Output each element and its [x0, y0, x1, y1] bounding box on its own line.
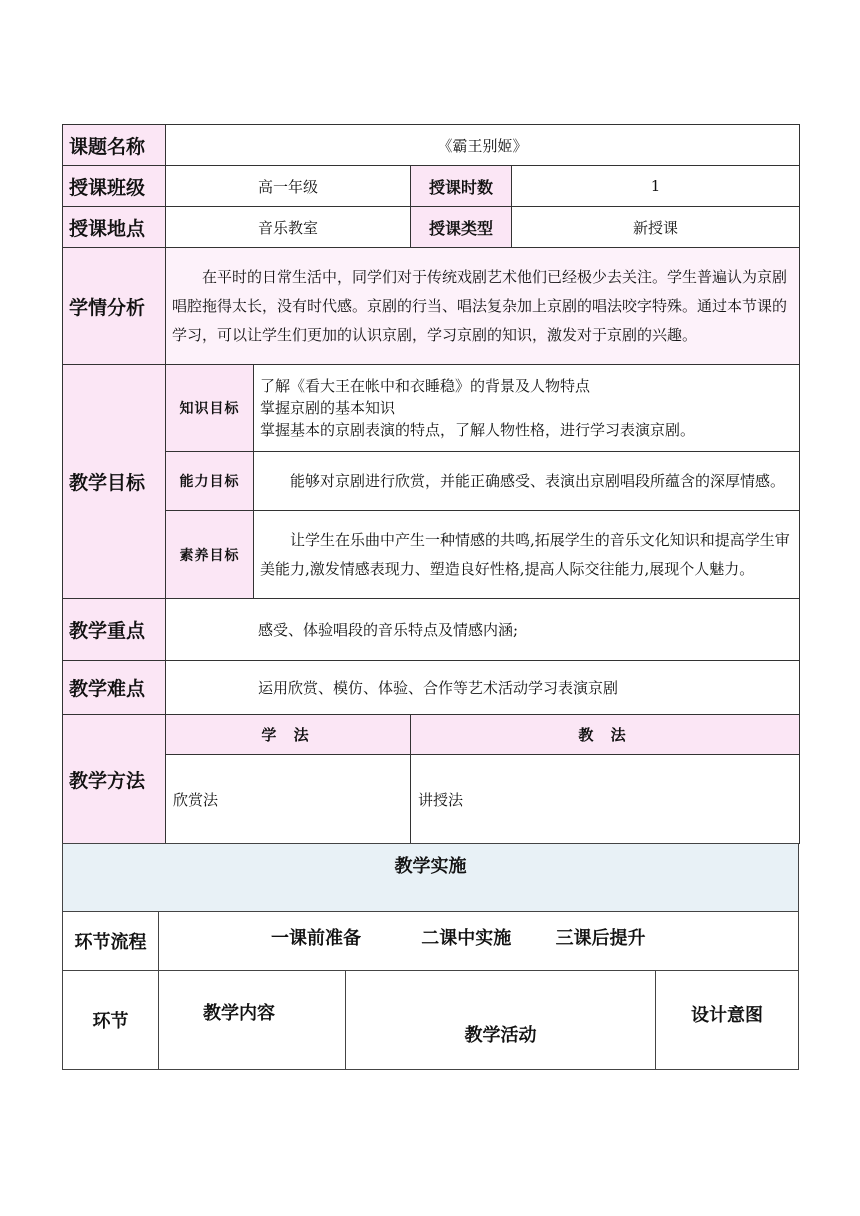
knowledge-line: 掌握基本的京剧表演的特点，了解人物性格，进行学习表演京剧。 [260, 421, 696, 439]
class-label: 授课班级 [63, 166, 166, 207]
flow-label: 环节流程 [63, 912, 159, 971]
location-label: 授课地点 [63, 207, 166, 248]
difficulty-text: 运用欣赏、模仿、体验、合作等艺术活动学习表演京剧 [166, 661, 800, 715]
ability-label: 能力目标 [166, 452, 254, 511]
location-value: 音乐教室 [166, 207, 411, 248]
intent-label: 设计意图 [656, 971, 799, 1070]
analysis-text: 在平时的日常生活中，同学们对于传统戏剧艺术他们已经极少去关注。学生普遍认为京剧唱腔拖得太长，没有时代感。京剧的行当、唱法复杂加上京剧的唱法咬字特殊。通过本节课的学习，可以让学生们更加的认识京剧，学习京剧的知识，激发对于京剧的兴趣。 [166, 248, 800, 365]
content-label: 教学内容 [159, 971, 346, 1070]
knowledge-line: 掌握京剧的基本知识 [260, 399, 396, 417]
focus-label: 教学重点 [63, 599, 166, 661]
focus-text: 感受、体验唱段的音乐特点及情感内涵; [166, 599, 800, 661]
flow-step: 三课后提升 [555, 928, 646, 949]
hours-label: 授课时数 [411, 166, 512, 207]
teaching-method-value: 讲授法 [411, 755, 800, 844]
lesson-info-table [62, 124, 800, 844]
knowledge-lines [254, 365, 800, 452]
flow-steps [159, 912, 799, 971]
class-value: 高一年级 [166, 166, 411, 207]
implementation-header: 教学实施 [63, 844, 799, 912]
stage-label: 环节 [63, 971, 159, 1070]
type-label: 授课类型 [411, 207, 512, 248]
knowledge-label: 知识目标 [166, 365, 254, 452]
implementation-table [62, 843, 799, 1070]
knowledge-line: 了解《看大王在帐中和衣睡稳》的背景及人物特点 [260, 377, 591, 395]
hours-value: 1 [512, 166, 800, 207]
title-value: 《霸王别姬》 [166, 125, 800, 166]
learning-method-header: 学 法 [166, 715, 411, 755]
type-value: 新授课 [512, 207, 800, 248]
flow-step: 一课前准备 [271, 928, 361, 949]
literacy-text: 让学生在乐曲中产生一种情感的共鸣,拓展学生的音乐文化知识和提高学生审美能力,激发情感表现力、塑造良好性格,提高人际交往能力,展现个人魅力。 [254, 511, 800, 599]
methods-label: 教学方法 [63, 715, 166, 844]
goals-label: 教学目标 [63, 365, 166, 599]
literacy-label: 素养目标 [166, 511, 254, 599]
title-label: 课题名称 [63, 125, 166, 166]
difficulty-label: 教学难点 [63, 661, 166, 715]
learning-method-value: 欣赏法 [166, 755, 411, 844]
activity-label: 教学活动 [346, 971, 656, 1070]
analysis-label: 学情分析 [63, 248, 166, 365]
flow-step: 二课中实施 [421, 928, 512, 949]
ability-text: 能够对京剧进行欣赏，并能正确感受、表演出京剧唱段所蕴含的深厚情感。 [254, 452, 800, 511]
teaching-method-header: 教 法 [411, 715, 800, 755]
